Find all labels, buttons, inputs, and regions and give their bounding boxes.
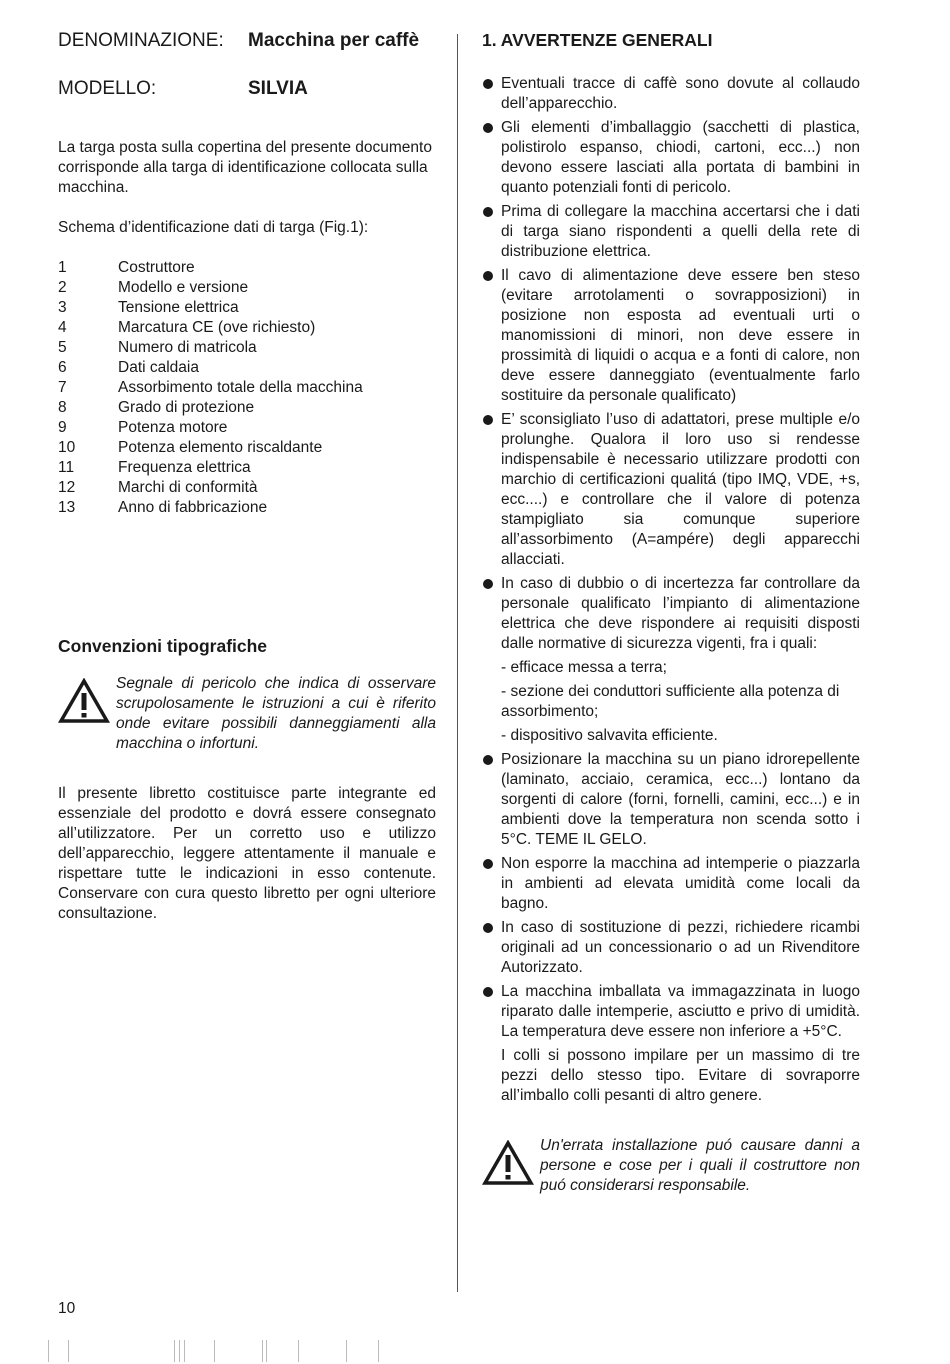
list-item-number: 6 (58, 359, 67, 376)
list-item-label: Grado di protezione (118, 399, 255, 416)
registration-mark (68, 1340, 69, 1362)
list-item (58, 358, 436, 378)
list-item (482, 202, 860, 262)
registration-mark (214, 1340, 215, 1362)
sublist-item: - dispositivo salvavita efficiente. (501, 727, 718, 744)
column-divider (457, 34, 458, 1292)
registration-mark (179, 1340, 180, 1362)
electrical-requirements-sublist (501, 658, 860, 746)
bullet-dot-icon (483, 923, 493, 933)
list-item-number: 1 (58, 259, 67, 276)
page-number: 10 (58, 1300, 76, 1317)
installation-warning-text: Un'errata installazione puó causare danni a persone e cose per i quali il costruttore non puó considerarsi responsabile. (540, 1137, 860, 1194)
list-item-number: 13 (58, 499, 76, 516)
list-item-number: 9 (58, 419, 67, 436)
registration-mark (262, 1340, 263, 1362)
list-item (58, 258, 436, 278)
warning-triangle-icon (58, 678, 110, 724)
sublist-item: - efficace messa a terra; (501, 659, 667, 676)
denominazione-label: DENOMINAZIONE: (58, 30, 224, 51)
list-item (58, 378, 436, 398)
bullet-text: E’ sconsigliato l’uso di adattatori, prese multiple e/o prolunghe. Qualora il loro uso si rendesse indispensabile è necessario utilizzare prodotti con marchio di certificazioni qualitá (tipo IMQ, VDE, +s, ecc....) e controllare che il valore di potenza stampigliato sia comunque superiore all’assorbimento (A=ampére) degli apparecchi allacciati. (501, 411, 860, 568)
list-item-label: Dati caldaia (118, 359, 199, 376)
bullet-text: Il cavo di alimentazione deve essere ben steso (evitare arrotolamenti o sovrapposizioni) in posizione non esposta ad eventuali urti o manomissioni di minori, non deve essere in prossimità di liquidi o acqua e a fonti di calore, non deve essere danneggiato (eventualmente farlo sostituire da personale qualificato) (501, 267, 860, 404)
list-item-number: 3 (58, 299, 67, 316)
list-item-number: 5 (58, 339, 67, 356)
list-item-label: Assorbimento totale della macchina (118, 379, 363, 396)
list-item (482, 266, 860, 406)
bullet-text: Eventuali tracce di caffè sono dovute al collaudo dell’apparecchio. (501, 75, 860, 112)
list-item (482, 118, 860, 198)
bullet-dot-icon (483, 859, 493, 869)
bullet-dot-icon (483, 123, 493, 133)
list-item (58, 398, 436, 418)
bullet-dot-icon (483, 415, 493, 425)
registration-mark (266, 1340, 267, 1362)
stacking-note: I colli si possono impilare per un massimo di tre pezzi dello stesso tipo. Evitare di sovraporre all’imballo colli pesanti di altro genere. (501, 1047, 860, 1104)
modello-value: SILVIA (248, 78, 308, 99)
bullet-text: Posizionare la macchina su un piano idrorepellente (laminato, acciaio, ceramica, ecc...) lontano da sorgenti di calore (forni, fornelli, camini, ecc...) e in ambienti dove la temperatura non scenda sotto i 5°C. TEME IL GELO. (501, 751, 860, 848)
list-item-label: Potenza elemento riscaldante (118, 439, 323, 456)
list-item (58, 498, 436, 518)
list-item (482, 410, 860, 570)
list-item-number: 4 (58, 319, 67, 336)
bullet-dot-icon (483, 987, 493, 997)
general-warnings-list (482, 74, 860, 1106)
registration-mark (298, 1340, 299, 1362)
list-item (482, 918, 860, 978)
bullet-text: Prima di collegare la macchina accertarsi che i dati di targa siano rispondenti a quelli della rete di distribuzione elettrica. (501, 203, 860, 260)
plate-data-list (58, 258, 436, 518)
right-column (482, 28, 860, 1196)
danger-warning-block (58, 674, 436, 754)
bullet-text: La macchina imballata va immagazzinata in luogo riparato dalle intemperie, asciutto e privo di umidità. La temperatura deve essere non inferiore a +5°C. (501, 983, 860, 1040)
list-item-number: 11 (58, 459, 75, 476)
list-item (58, 478, 436, 498)
conventions-title: Convenzioni tipografiche (58, 636, 268, 656)
list-item (482, 982, 860, 1106)
list-item-label: Marcatura CE (ove richiesto) (118, 319, 316, 336)
general-warnings-title: 1. AVVERTENZE GENERALI (482, 30, 713, 50)
list-item-label: Marchi di conformità (118, 479, 258, 496)
left-column (58, 28, 436, 924)
list-item (482, 854, 860, 914)
bullet-dot-icon (483, 271, 493, 281)
list-item (482, 574, 860, 746)
bullet-text: In caso di sostituzione di pezzi, richiedere ricambi originali ad un concessionario o ad un Rivenditore Autorizzato. (501, 919, 860, 976)
list-item-number: 12 (58, 479, 76, 496)
bullet-text: In caso di dubbio o di incertezza far controllare da personale qualificato l’impianto di alimentazione elettrica che deve rispondere ai requisiti disposti dalle normative di sicurezza vigenti, fra i quali: (501, 575, 860, 652)
registration-mark (378, 1340, 379, 1362)
list-item-number: 2 (58, 279, 67, 296)
list-item (58, 338, 436, 358)
registration-mark (174, 1340, 175, 1362)
modello-label: MODELLO: (58, 78, 157, 99)
modello-row (58, 76, 436, 102)
denominazione-value: Macchina per caffè (248, 30, 420, 51)
bullet-text: Gli elementi d’imballaggio (sacchetti di plastica, polistirolo espanso, chiodi, cartoni, ecc...) non devono essere lasciati alla portata di bambini in quanto potenziali fonti di pericolo. (501, 119, 860, 196)
list-item-label: Modello e versione (118, 279, 249, 296)
list-item (58, 418, 436, 438)
list-item-label: Numero di matricola (118, 339, 257, 356)
registration-mark (184, 1340, 185, 1362)
list-item-label: Potenza motore (118, 419, 228, 436)
registration-mark (48, 1340, 49, 1362)
danger-warning-text: Segnale di pericolo che indica di osservare scrupolosamente le istruzioni a cui è riferito onde evitare possibili danneggiamenti alla macchina o infortuni. (116, 675, 436, 752)
list-item (58, 278, 436, 298)
closing-paragraph: Il presente libretto costituisce parte integrante ed essenziale del prodotto e dovrá essere consegnato all’utilizzatore. Per un corretto uso e utilizzo dell’apparecchio, leggere attentamente il manuale e rispettare tutte le indicazioni in esso contenute. Conservare con cura questo libretto per ogni ulteriore consultazione. (58, 785, 436, 922)
registration-mark (346, 1340, 347, 1362)
list-item-label: Tensione elettrica (118, 299, 239, 316)
list-item (58, 458, 436, 478)
list-item-number: 10 (58, 439, 76, 456)
list-item (482, 74, 860, 114)
bullet-dot-icon (483, 755, 493, 765)
bullet-dot-icon (483, 207, 493, 217)
sublist-item: - sezione dei conduttori sufficiente alla potenza di assorbimento; (501, 683, 840, 720)
bullet-dot-icon (483, 579, 493, 589)
denominazione-row (58, 28, 436, 54)
list-item-label: Anno di fabbricazione (118, 499, 268, 516)
bullet-text: Non esporre la macchina ad intemperie o piazzarla in ambienti ad elevata umidità come locali da bagno. (501, 855, 860, 912)
list-item-label: Costruttore (118, 259, 195, 276)
installation-warning-block (482, 1136, 860, 1196)
scheme-paragraph: Schema d’identificazione dati di targa (Fig.1): (58, 219, 369, 236)
list-item-number: 7 (58, 379, 67, 396)
intro-paragraph: La targa posta sulla copertina del presente documento corrisponde alla targa di identificazione collocata sulla macchina. (58, 139, 432, 196)
warning-triangle-icon (482, 1140, 534, 1186)
list-item (58, 318, 436, 338)
list-item-label: Frequenza elettrica (118, 459, 251, 476)
print-registration-marks (48, 1340, 448, 1362)
list-item (58, 438, 436, 458)
list-item (58, 298, 436, 318)
list-item-number: 8 (58, 399, 67, 416)
bullet-dot-icon (483, 79, 493, 89)
list-item (482, 750, 860, 850)
